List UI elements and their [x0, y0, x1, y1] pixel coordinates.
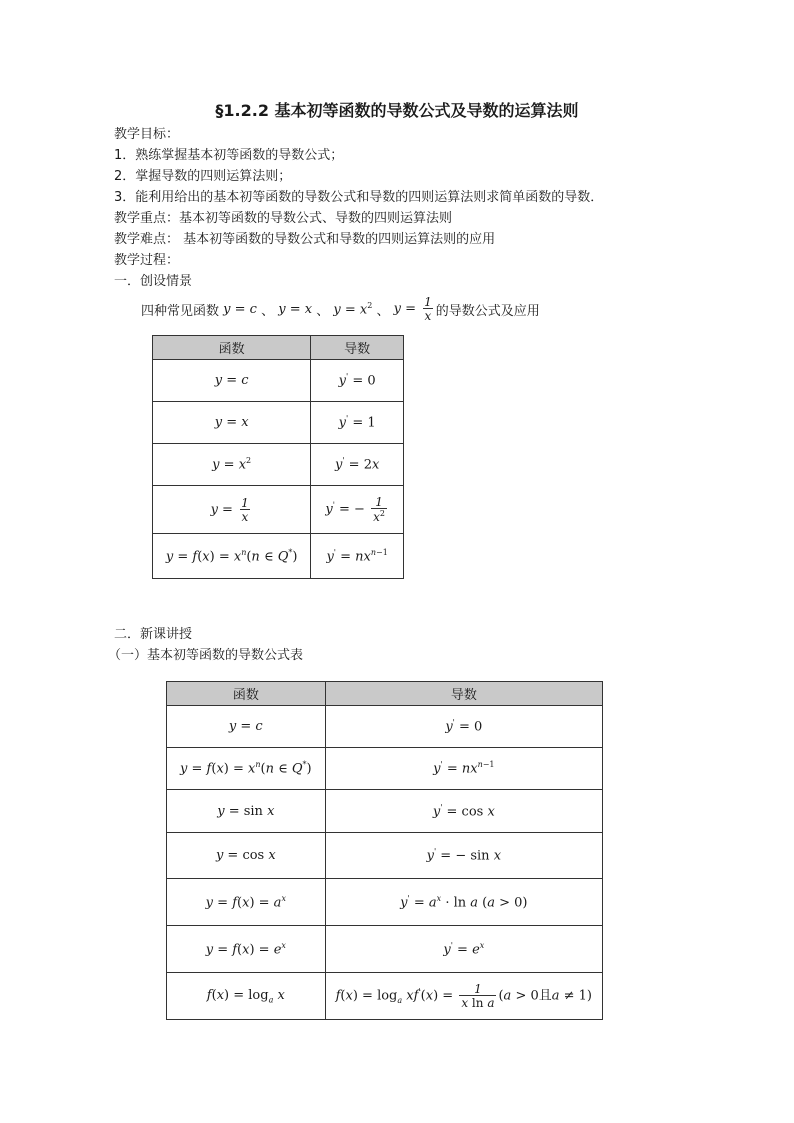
derivative-cell: $y' = nx^{n-1}$: [325, 748, 602, 790]
function-cell: $y = f(x) = x^n(n$ ∈ Q*): [153, 534, 311, 579]
function-cell: y = c: [153, 360, 311, 402]
objective-1: 1．熟练掌握基本初等函数的导数公式；: [114, 148, 344, 163]
table-row: [153, 402, 404, 444]
objective-2: 2．掌握导数的四则运算法则；: [114, 169, 292, 184]
four-functions-table: [152, 335, 404, 579]
table-row: [167, 748, 603, 790]
derivative-cell: y' = − $\frac{1}{x^2}$: [311, 486, 404, 534]
section-2-heading: 二．新课讲授: [114, 627, 193, 642]
derivative-cell: $y' = nx^{n-1}$: [311, 534, 404, 579]
intro-prefix: 四种常见函数: [141, 303, 220, 319]
function-cell: y = $\frac{1}{x}$: [153, 486, 311, 534]
formula-identity: y = x: [274, 301, 317, 317]
function-cell: $y = x^2$: [153, 444, 311, 486]
objective-3: 3．能利用给出的基本初等函数的导数公式和导数的四则运算法则求简单函数的导数．: [114, 190, 604, 205]
derivative-cell: y' = − sin x: [325, 833, 602, 879]
function-cell: y = sin x: [167, 790, 326, 833]
function-cell: y = x: [153, 402, 311, 444]
formula-reciprocal: y = $\frac{1}{x}$: [389, 295, 432, 323]
function-cell: $y = f(x) = a^x$: [167, 879, 326, 926]
table2-header-derivative: 导数: [325, 682, 602, 706]
table2-header-function: 函数: [167, 682, 326, 706]
intro-line: 四种常见函数 y = c 、 y = x 、 $y = x^2$ 、 y = $\frac{1}{x}$ 的导数公式及应用: [141, 295, 540, 323]
subsection-1-heading: （一）基本初等函数的导数公式表: [108, 648, 304, 663]
derivative-cell: $y' = e^x$: [325, 926, 602, 973]
formula-constant: y = c: [219, 301, 262, 317]
table1-header-derivative: 导数: [311, 336, 404, 360]
table-row: [167, 879, 603, 926]
derivative-cell: y' = cos x: [325, 790, 602, 833]
derivative-formula-table: [166, 681, 603, 1020]
function-cell: $f(x) = \log_a x$: [167, 973, 326, 1020]
objectives-heading: 教学目标：: [114, 127, 180, 142]
key-points: 教学重点：基本初等函数的导数公式、导数的四则运算法则: [114, 211, 453, 226]
process-heading: 教学过程：: [114, 253, 180, 268]
derivative-cell: y' = 0: [311, 360, 404, 402]
table-row: [153, 534, 404, 579]
page-title: §1.2.2 基本初等函数的导数公式及导数的运算法则: [215, 101, 579, 120]
table-row: [167, 973, 603, 1020]
table-row: [153, 360, 404, 402]
table-row: [153, 444, 404, 486]
derivative-cell: y' = 1: [311, 402, 404, 444]
intro-suffix: 的导数公式及应用: [435, 303, 540, 319]
function-cell: y = cos x: [167, 833, 326, 879]
function-cell: $y = f(x) = x^n(n$ ∈ Q*): [167, 748, 326, 790]
difficulties: 教学难点： 基本初等函数的导数公式和导数的四则运算法则的应用: [114, 232, 496, 247]
derivative-cell: y' = 0: [325, 706, 602, 748]
derivative-cell: y' = 2x: [311, 444, 404, 486]
function-cell: $y = f(x) = e^x$: [167, 926, 326, 973]
section-1-heading: 一．创设情景: [114, 274, 193, 289]
table-row: [167, 926, 603, 973]
table1-header-function: 函数: [153, 336, 311, 360]
formula-square: $y = x^2$: [329, 300, 373, 318]
table-row: [153, 486, 404, 534]
function-cell: y = c: [167, 706, 326, 748]
table-row: [167, 790, 603, 833]
table-row: [167, 706, 603, 748]
derivative-cell: $f(x) = \log_a xf'(x)$ = $\frac{1}{\text{x ln a}}$ (a > 0且a ≠ 1): [325, 973, 602, 1020]
table-row: [167, 833, 603, 879]
derivative-cell: $y' = a^x \cdot \ln a$ (a > 0): [325, 879, 602, 926]
